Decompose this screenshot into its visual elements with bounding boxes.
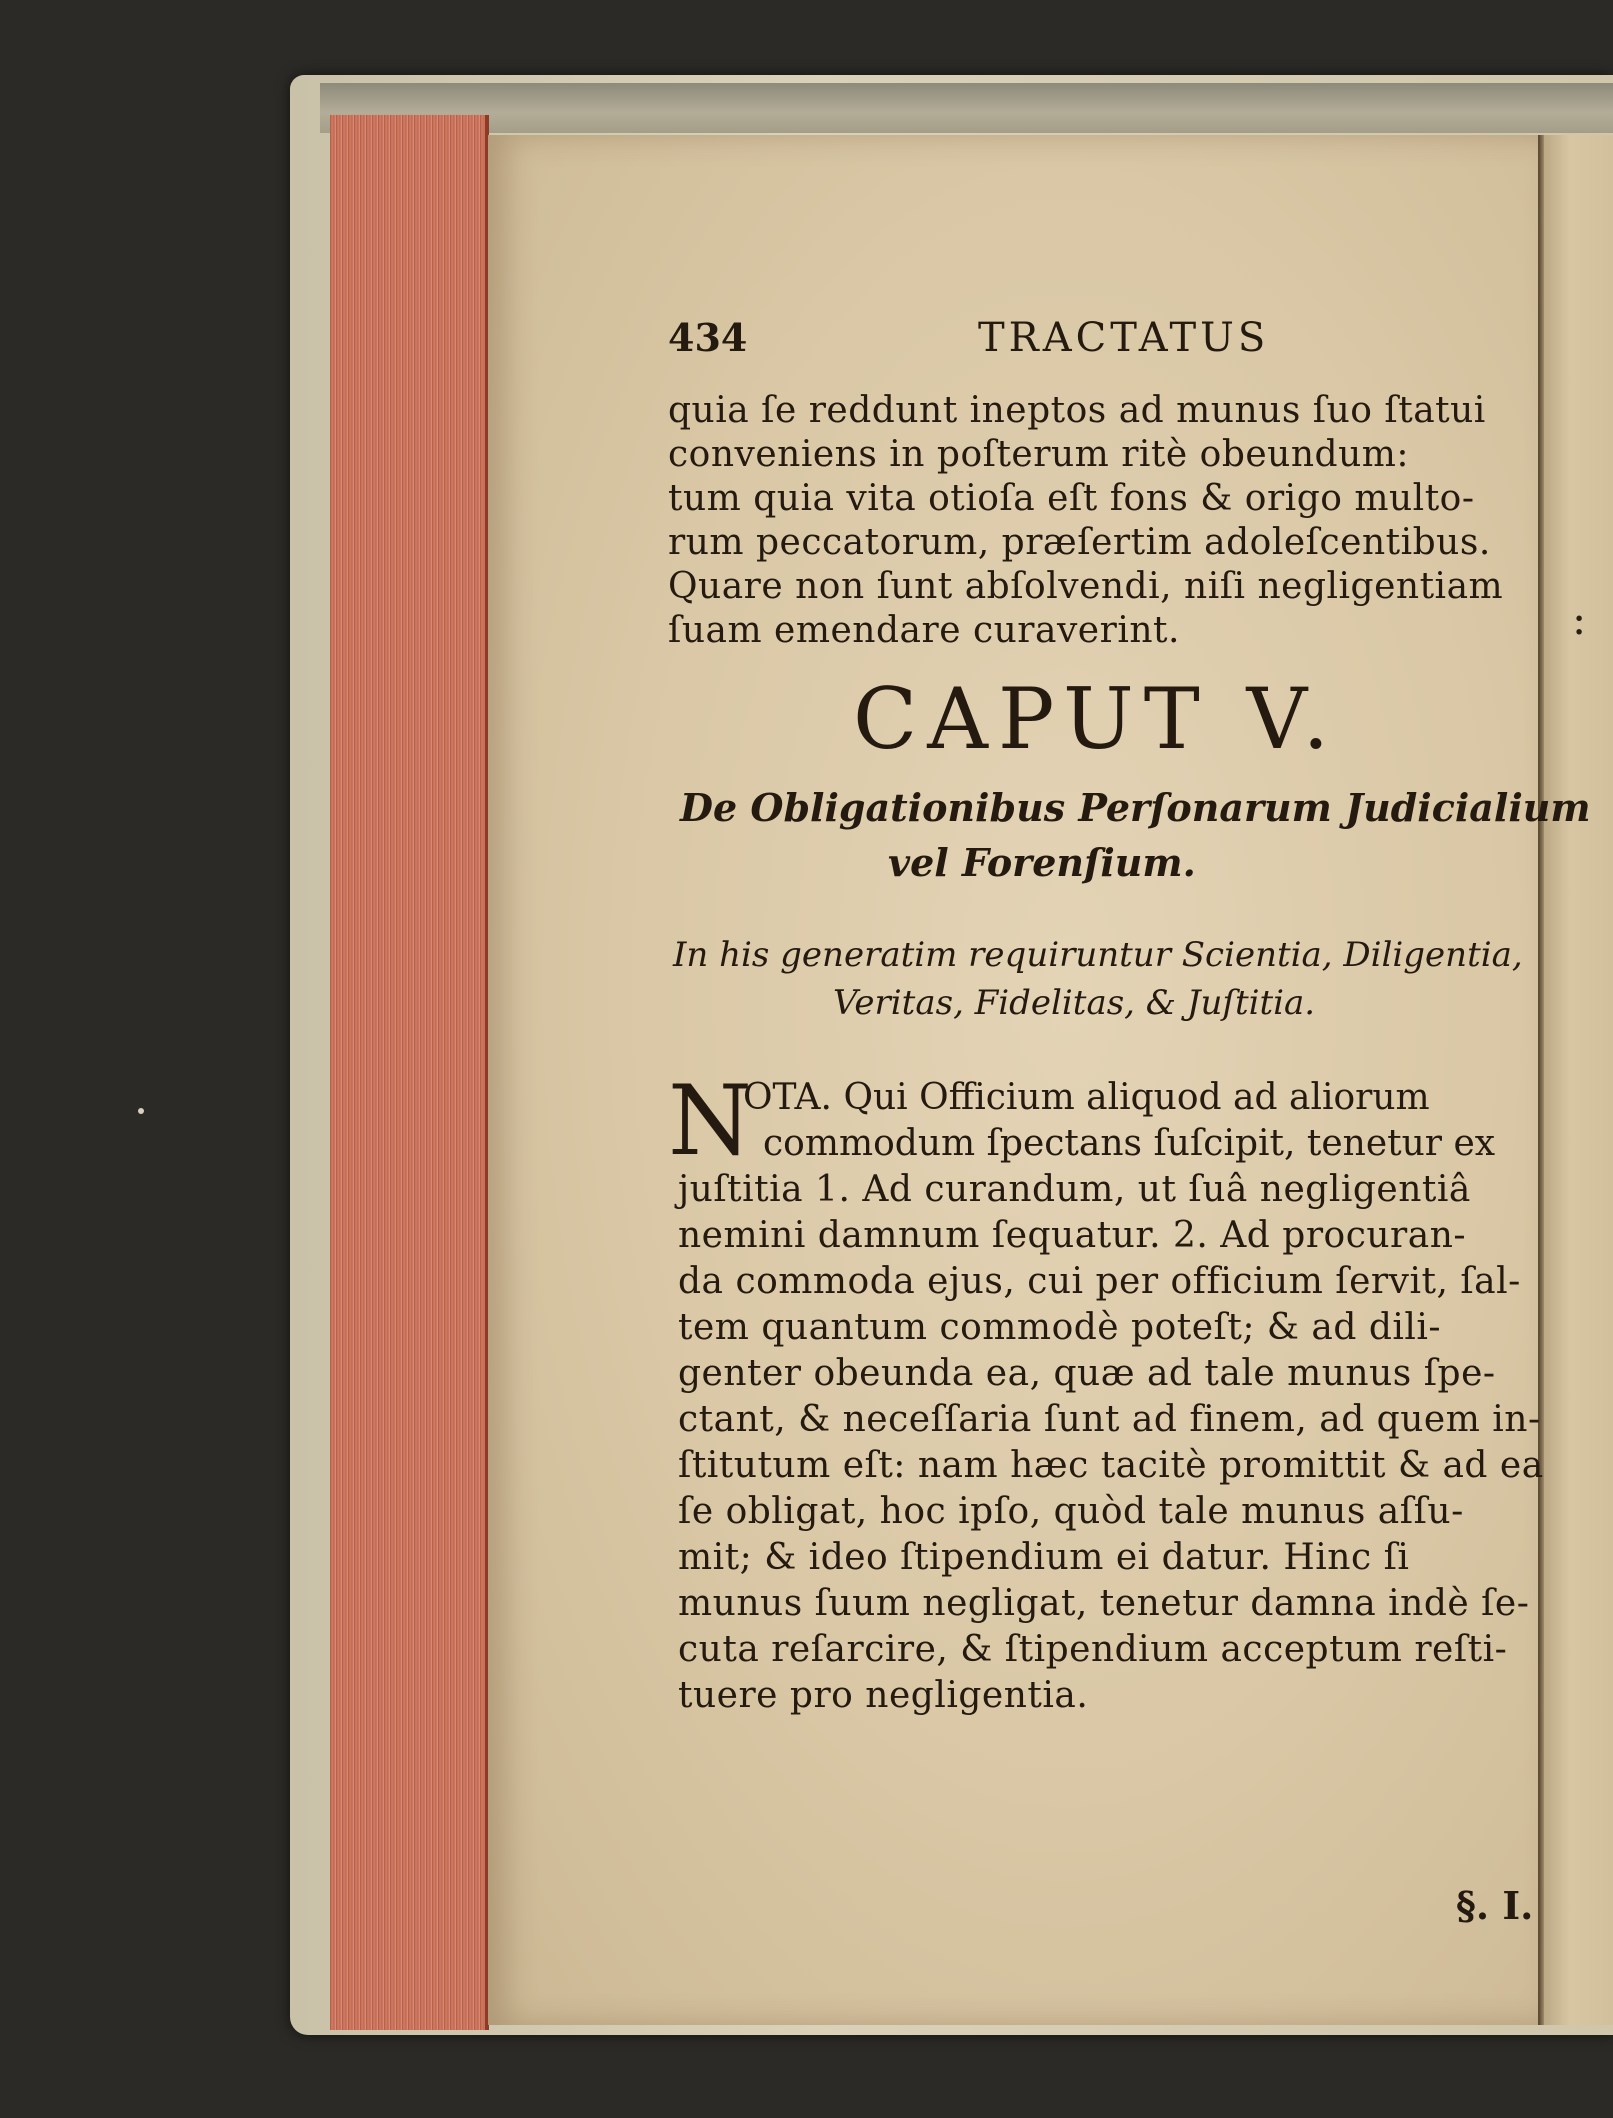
page-number: 434: [668, 315, 748, 360]
text-line: ctant, & neceſſaria ſunt ad finem, ad quem in-: [678, 1399, 1541, 1440]
catchword: §. I.: [1456, 1883, 1534, 1928]
text-line: da commoda ejus, cui per officium ſervit, ſal-: [678, 1261, 1521, 1302]
facing-page-fragment: :: [1572, 595, 1587, 644]
body-paragraph: [678, 1169, 1544, 1769]
text-line: tem quantum commodè poteſt; & ad dili-: [678, 1307, 1442, 1348]
text-line: ſuam emendare curaverint.: [668, 610, 1180, 651]
chapter-subtitle-continued: vel Forenſium.: [888, 840, 1196, 885]
text-line: rum peccatorum, præſertim adoleſcentibus.: [668, 522, 1491, 563]
text-line: OTA. Qui Officium aliquod ad aliorum: [743, 1077, 1430, 1118]
book-spine-top: [320, 83, 1613, 133]
facing-page-edge: [1542, 135, 1613, 2025]
chapter-heading: CAPUT V.: [853, 670, 1340, 768]
chapter-subtitle: De Obligationibus Perſonarum Judicialium: [680, 785, 1591, 830]
text-line: Quare non ſunt abſolvendi, niſi negligentiam: [668, 566, 1504, 607]
text-line: juſtitia 1. Ad curandum, ut ſuâ negligentiâ: [678, 1169, 1471, 1210]
open-book: [290, 75, 1613, 2035]
text-line: quia ſe reddunt ineptos ad munus ſuo ſtatui: [668, 390, 1486, 431]
text-line: commodum ſpectans ſuſcipit, tenetur ex: [763, 1123, 1496, 1164]
dust-speck: [138, 1108, 144, 1114]
text-line: ſtitutum eſt: nam hæc tacitè promittit & ad ea: [678, 1445, 1544, 1486]
drop-cap: N: [668, 1065, 752, 1177]
running-title: TRACTATUS: [978, 315, 1270, 361]
text-line: tuere pro negligentia.: [678, 1675, 1089, 1716]
text-line: ſe obligat, hoc ipſo, quòd tale munus aſſu-: [678, 1491, 1464, 1532]
text-line: tum quia vita otioſa eſt fons & origo multo-: [668, 478, 1475, 519]
book-page: [488, 135, 1591, 2025]
text-line: munus ſuum negligat, tenetur damna indè ſe-: [678, 1583, 1530, 1624]
text-line: nemini damnum ſequatur. 2. Ad procuran-: [678, 1215, 1467, 1256]
chapter-summary-continued: Veritas, Fidelitas, & Juſtitia.: [833, 983, 1316, 1023]
text-line: cuta reſarcire, & ſtipendium acceptum reſti-: [678, 1629, 1508, 1670]
text-line: mit; & ideo ſtipendium ei datur. Hinc ſi: [678, 1537, 1410, 1578]
chapter-summary: In his generatim requiruntur Scientia, Diligentia,: [673, 935, 1523, 975]
text-line: genter obeunda ea, quæ ad tale munus ſpe-: [678, 1353, 1496, 1394]
page-edges: [330, 115, 489, 2030]
text-line: conveniens in poſterum ritè obeundum:: [668, 434, 1410, 475]
